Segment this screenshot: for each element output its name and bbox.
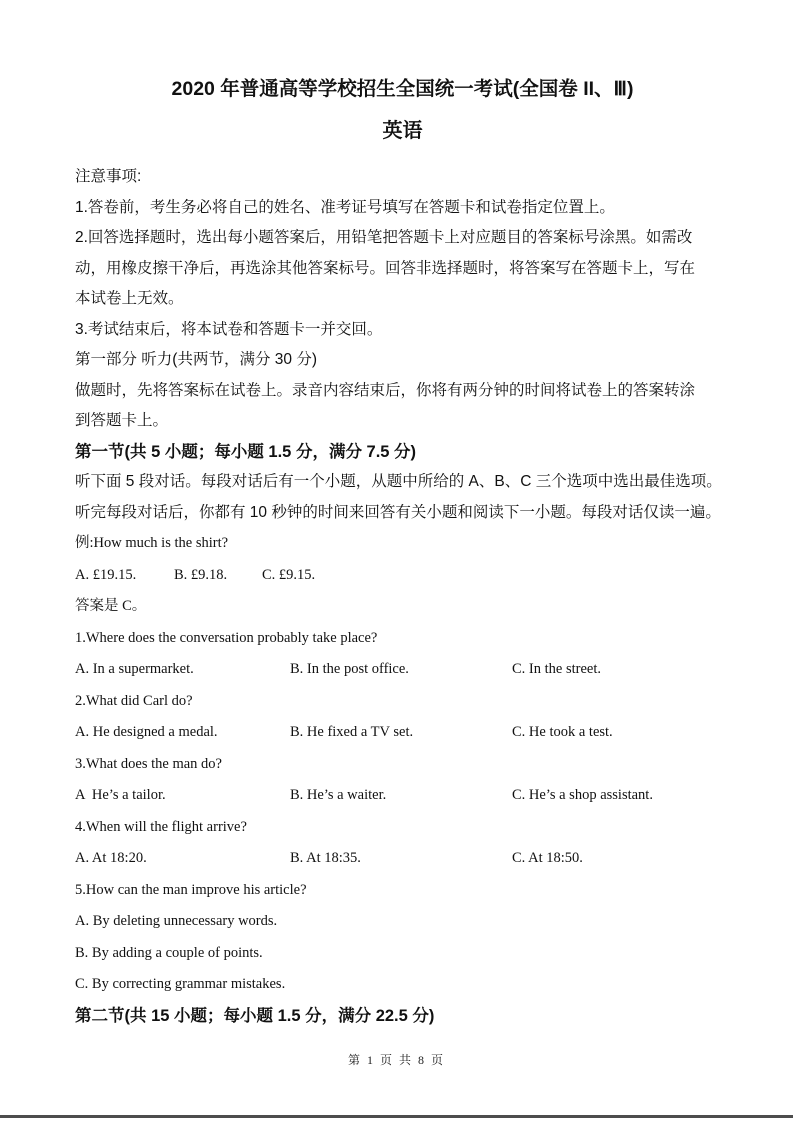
example-options-row (75, 560, 730, 592)
question-4-option-b: B. At 18:35. (290, 850, 361, 866)
example-answer: 答案是 C。 (75, 598, 147, 614)
question-3-option-a: A He’s a tailor. (75, 787, 166, 803)
exam-title: 2020 年普通高等学校招生全国统一考试(全国卷 II、Ⅲ) (171, 78, 634, 100)
notice-item-2-line-3: 本试卷上无效。 (75, 290, 184, 307)
question-1-text: 1.Where does the conversation probably take place? (75, 629, 378, 646)
notice-item-1: 1.答卷前，考生务必将自己的姓名、准考证号填写在答题卡和试卷指定位置上。 (75, 198, 615, 216)
subject-title: 英语 (382, 120, 423, 142)
question-2-option-c: C. He took a test. (512, 724, 613, 740)
question-2-option-b: B. He fixed a TV set. (290, 724, 414, 740)
question-4-text: 4.When will the flight arrive? (75, 818, 247, 835)
part1-instruction-line-1: 做题时，先将答案标在试卷上。录音内容结束后，你将有两分钟的时间将试卷上的答案转涂 (75, 381, 696, 399)
question-5-option-c: C. By correcting grammar mistakes. (75, 976, 286, 992)
question-5-option-a: A. By deleting unnecessary words. (75, 913, 278, 929)
section1-instruction-line-2: 听完每段对话后，你都有 10 秒钟的时间来回答有关小题和阅读下一小题。每段对话仅读一遍。 (75, 503, 721, 521)
notice-heading: 注意事项: (75, 168, 142, 185)
question-1-options-row (75, 654, 730, 686)
part1-instruction-line-2: 到答题卡上。 (75, 412, 169, 429)
notice-item-2-line-2: 动，用橡皮擦干净后，再选涂其他答案标号。回答非选择题时，将答案写在答题卡上，写在 (75, 259, 696, 277)
example-option-a: A. £19.15. (75, 566, 137, 583)
section1-heading: 第一节(共 5 小题；每小题 1.5 分，满分 7.5 分) (75, 442, 417, 461)
example-question: 例:How much is the shirt? (75, 535, 229, 551)
question-2-text: 2.What did Carl do? (75, 692, 193, 709)
question-5-option-b: B. By adding a couple of points. (75, 944, 263, 961)
example-option-c: C. £9.15. (262, 566, 316, 583)
question-5-text: 5.How can the man improve his article? (75, 881, 307, 898)
question-3-options-row (75, 780, 730, 812)
part1-heading: 第一部分 听力(共两节，满分 30 分) (75, 351, 317, 368)
page-number: 第 1 页 共 8 页 (347, 1053, 445, 1067)
notice-item-3: 3.考试结束后，将本试卷和答题卡一并交回。 (75, 320, 383, 338)
question-2-option-a: A. He designed a medal. (75, 724, 218, 740)
question-2-options-row (75, 717, 730, 749)
question-3-option-b: B. He’s a waiter. (290, 787, 387, 803)
question-3-text: 3.What does the man do? (75, 755, 222, 772)
question-1-option-b: B. In the post office. (290, 661, 409, 677)
section2-heading: 第二节(共 15 小题；每小题 1.5 分，满分 22.5 分) (75, 1006, 435, 1025)
question-3-option-c: C. He’s a shop assistant. (512, 787, 653, 803)
question-4-option-a: A. At 18:20. (75, 850, 147, 866)
notice-item-2-line-1: 2.回答选择题时，选出每小题答案后，用铅笔把答题卡上对应题目的答案标号涂黑。如需改 (75, 229, 693, 246)
question-1-option-a: A. In a supermarket. (75, 661, 194, 677)
page-bottom-edge (0, 1115, 793, 1118)
example-option-b: B. £9.18. (174, 566, 228, 583)
question-1-option-c: C. In the street. (512, 661, 601, 677)
question-4-option-c: C. At 18:50. (512, 850, 583, 866)
question-4-options-row (75, 843, 730, 875)
section1-instruction-line-1: 听下面 5 段对话。每段对话后有一个小题，从题中所给的 A、B、C 三个选项中选出最佳选项。 (75, 473, 722, 490)
